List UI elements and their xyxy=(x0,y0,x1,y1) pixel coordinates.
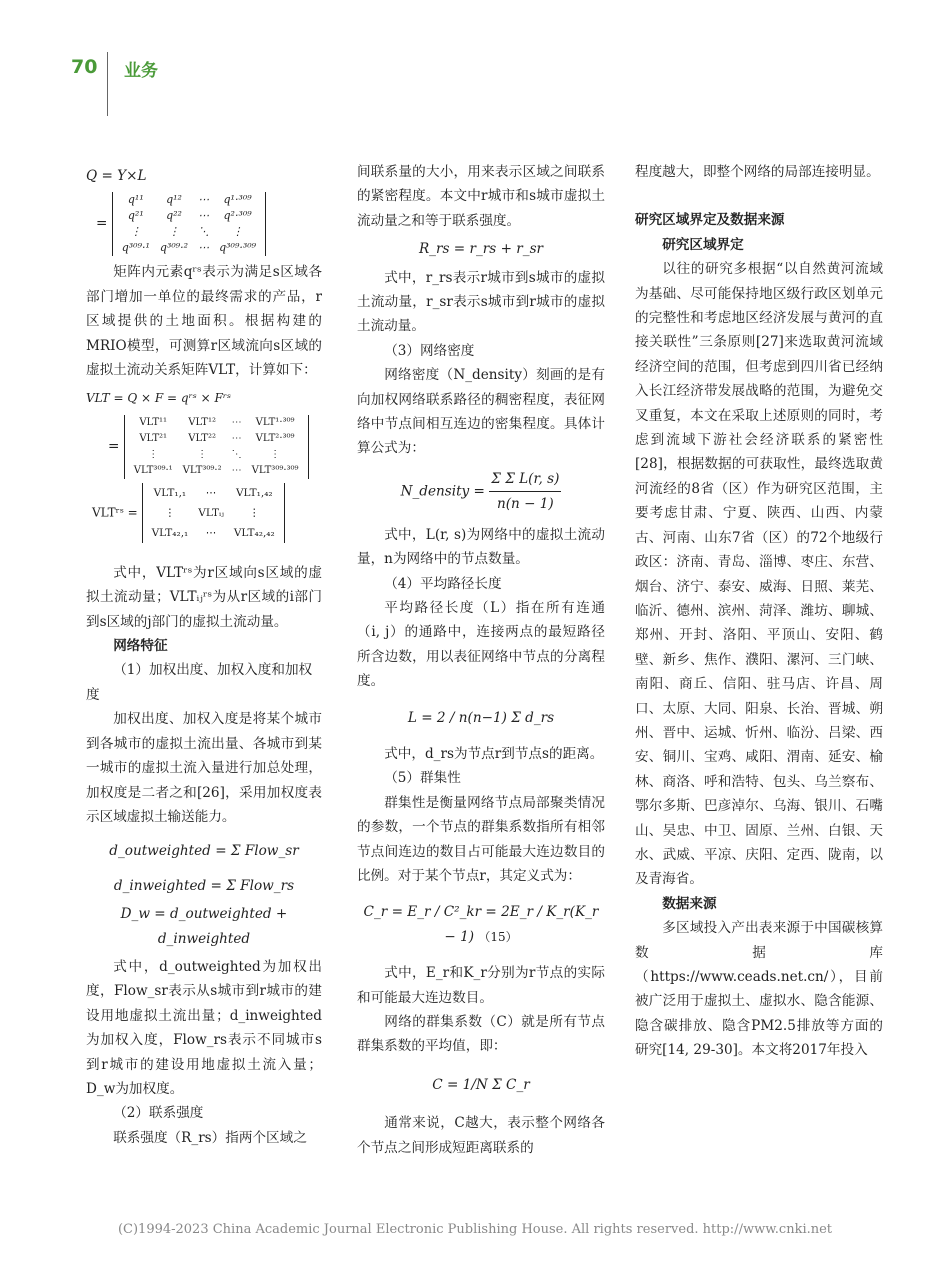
ndensity-lhs: N_density = xyxy=(400,483,485,500)
matrix-cell: VLT²² xyxy=(188,432,216,444)
paragraph: 平均路径长度（L）指在所有连通（i, j）的通路中，连接两点的最短路径所含边数，用以表征网络中节点的分离程度。 xyxy=(357,599,605,690)
vlt-matrix-block: = VLT¹¹ VLT¹² ⋯ VLT¹·³⁰⁹ VLT²¹ VLT²² ⋯ VLT²·³⁰⁹ ⋮ ⋮ ⋱ ⋮ VLT³⁰⁹·¹ VLT³⁰⁹·² ⋯ VLT³⁰⁹·³⁰⁹ xyxy=(86,415,322,479)
subheading-avg-path-length: （4）平均路径长度 xyxy=(384,575,502,592)
equation-outweighted: d_outweighted = Σ Flow_sr xyxy=(109,843,299,860)
matrix-cell: VLT₄₂,₁ xyxy=(151,526,189,539)
paragraph: 矩阵内元素qʳˢ表示为满足s区域各部门增加一单位的最终需求的产品，r区域提供的土地面积。根据构建的MRIO模型，可测算r区域流向s区域的虚拟土流动关系矩阵VLT，计算如下： xyxy=(86,264,322,379)
matrix-cell: ⋱ xyxy=(198,225,210,239)
matrix-cell: ⋮ xyxy=(232,225,244,239)
ndensity-denominator: n(n − 1) xyxy=(496,496,554,513)
matrix-cell: q¹·³⁰⁹ xyxy=(223,193,252,207)
matrix-cell: ⋯ xyxy=(205,526,217,539)
paragraph: 程度越大，即整个网络的局部连接明显。 xyxy=(635,164,880,180)
paragraph: 式中，E_r和K_r分别为r节点的实际和可能最大连边数目。 xyxy=(357,965,605,1006)
paragraph: 式中，d_rs为节点r到节点s的距离。 xyxy=(384,745,604,762)
matrix-cell: q²¹ xyxy=(127,209,144,223)
matrix-cell: q³⁰⁹·¹ xyxy=(121,241,150,255)
heading-study-area: 研究区域界定 xyxy=(662,236,744,253)
matrix-cell: VLT²·³⁰⁹ xyxy=(255,432,295,444)
matrix-cell: q²² xyxy=(166,209,182,223)
matrix-cell: ⋯ xyxy=(231,432,242,444)
column-2 xyxy=(357,160,605,1160)
matrix-cell: VLT²¹ xyxy=(139,432,168,444)
matrix-cell: ⋯ xyxy=(198,193,210,207)
section-title: 业务 xyxy=(124,61,158,81)
matrix-cell: ⋮ xyxy=(197,448,208,460)
matrix-cell: q¹² xyxy=(166,193,182,207)
paragraph: 式中，d_outweighted为加权出度，Flow_sr表示从s城市到r城市的建设用地虚拟土流出量；d_inweighted为加权入度，Flow_rs表示不同城市s到r城市的建设用地虚拟土流入量；D_w为加权度。 xyxy=(86,958,322,1097)
matrix-cell: VLTᵢⱼ xyxy=(198,506,224,519)
equation-inweighted: d_inweighted = Σ Flow_rs xyxy=(113,877,295,894)
matrix-cell: VLT₁,₁ xyxy=(153,486,187,499)
matrix-cell: VLT¹¹ xyxy=(139,416,168,428)
paragraph: 联系强度（R_rs）指两个区域之 xyxy=(113,1129,307,1146)
matrix-cell: ⋱ xyxy=(231,448,242,460)
matrix-cell: ⋯ xyxy=(198,241,210,255)
matrix-cell: VLT₄₂,₄₂ xyxy=(233,526,275,539)
matrix-cell: ⋮ xyxy=(130,225,142,239)
equation-q: Q = Y×L xyxy=(86,168,147,184)
equation-number: （15） xyxy=(478,929,518,944)
heading-network-features: 网络特征 xyxy=(113,638,168,655)
vlt-matrix xyxy=(124,415,309,479)
equation-vlt: VLT = Q × F = qʳˢ × Fʳˢ xyxy=(86,391,231,406)
matrix-cell: ⋯ xyxy=(231,416,242,428)
subheading-weighted-degree: （1）加权出度、加权入度和加权度 xyxy=(86,662,313,703)
paragraph: 加权出度、加权入度是将某个城市到各城市的虚拟土流出量、各城市到某一城市的虚拟土流入量进行加总处理，加权度是二者之和[26]，采用加权度表示区域虚拟土输送能力。 xyxy=(86,711,322,825)
matrix-cell: q³⁰⁹·³⁰⁹ xyxy=(219,241,257,255)
subheading-network-density: （3）网络密度 xyxy=(384,342,475,359)
matrix-cell: VLT¹·³⁰⁹ xyxy=(255,416,295,428)
subheading-clustering: （5）群集性 xyxy=(384,770,461,787)
vlt-rs-label: VLTʳˢ = xyxy=(92,505,138,520)
paragraph: 间联系量的大小，用来表示区域之间联系的紧密程度。本文中r城市和s城市虚拟土流动量之和等于联系强度。 xyxy=(357,164,605,229)
q-matrix xyxy=(112,192,266,256)
ndensity-fraction xyxy=(489,467,561,517)
copyright-footer: (C)1994-2023 China Academic Journal Electronic Publishing House. All rights reserved. http://www.cnki.net xyxy=(117,1222,833,1237)
equation-ndensity xyxy=(357,467,605,517)
matrix-cell: VLT³⁰⁹·¹ xyxy=(133,464,173,476)
matrix-cell: VLT₁,₄₂ xyxy=(235,486,273,499)
vlt-rs-matrix xyxy=(142,483,285,543)
matrix-cell: q²·³⁰⁹ xyxy=(223,209,252,223)
header-divider xyxy=(107,52,108,116)
equation-dw: D_w = d_outweighted + d_inweighted xyxy=(120,906,288,947)
column-3 xyxy=(635,160,883,1063)
matrix-cell: ⋯ xyxy=(198,209,210,223)
matrix-cell: ⋯ xyxy=(205,486,217,499)
matrix-cell: ⋯ xyxy=(231,464,242,476)
ndensity-numerator: Σ Σ L(r, s) xyxy=(489,467,561,492)
matrix-cell: q¹¹ xyxy=(127,193,144,207)
paragraph: 式中，VLTʳˢ为r区域向s区域的虚拟土流动量；VLTᵢⱼʳˢ为从r区域的i部门到s区域的j部门的虚拟土流动量。 xyxy=(86,564,322,630)
matrix-cell: ⋮ xyxy=(270,448,281,460)
equation-c: C = 1/N Σ C_r xyxy=(432,1076,530,1093)
equation-l: L = 2 / n(n−1) Σ d_rs xyxy=(407,709,555,726)
vlt-rs-matrix-block xyxy=(86,483,322,543)
matrix-cell: ⋮ xyxy=(249,506,260,519)
matrix-cell: ⋮ xyxy=(164,506,176,519)
column-1 xyxy=(86,160,322,1150)
matrix-cell: VLT³⁰⁹·² xyxy=(182,464,222,476)
paragraph: 群集性是衡量网络节点局部聚类情况的参数，一个节点的群集系数指所有相邻节点间连边的数目占可能最大连边数目的比例。对于某个节点r，其定义式为： xyxy=(357,794,605,884)
equation-cr xyxy=(357,900,605,949)
heading-study-area-data: 研究区域界定及数据来源 xyxy=(635,212,785,229)
equation-rrs: R_rs = r_rs + r_sr xyxy=(418,241,544,258)
paragraph: 式中，L(r, s)为网络中的虚拟土流动量，n为网络中的节点数量。 xyxy=(357,526,605,568)
paragraph: 通常来说，C越大，表示整个网络各个节点之间形成短距离联系的 xyxy=(357,1115,605,1156)
paragraph: 以往的研究多根据“以自然黄河流域为基础、尽可能保持地区级行政区划单元的完整性和考虑地区经济发展与黄河的直接关联性”三条原则[27]来选取黄河流域经济空间的范围，但考虑到四川省已经纳入长江经济带发展战略的范围，为避免交叉重复，本文在采取上述原则的同时，考虑到流域下游社会经济联系的紧密性[28]，根据数据的可获取性，最终选取黄河流经的8省（区）作为研究区范围，主要考虑甘肃、宁夏、陕西、山西、内蒙古、河南、山东7省（区）的72个地级行政区：济南、青岛、淄博、枣庄、东营、烟台、济宁、泰安、威海、日照、莱芜、临沂、德州、滨州、菏泽、潍坊、聊城、郑州、开封、洛阳、平顶山、安阳、鹤壁、新乡、焦作、濮阳、漯河、三门峡、南阳、商丘、信阳、驻马店、许昌、周口、太原、大同、阳泉、长治、晋城、朔州、晋中、运城、忻州、临汾、吕梁、西安、铜川、宝鸡、咸阳、渭南、延安、榆林、商洛、呼和浩特、包头、乌兰察布、鄂尔多斯、巴彦淖尔、乌海、银川、石嘴山、吴忠、中卫、固原、兰州、白银、天水、武威、平凉、庆阳、定西、陇南，以及青海省。 xyxy=(635,261,883,888)
paragraph: 网络密度（N_density）刻画的是有向加权网络联系路径的稠密程度，表征网络中节点间相互连边的密集程度。具体计算公式为： xyxy=(357,367,605,457)
matrix-cell: ⋮ xyxy=(168,225,180,239)
q-matrix-block: = q¹¹ q¹² ⋯ q¹·³⁰⁹ q²¹ q²² ⋯ q²·³⁰⁹ ⋮ ⋮ ⋱ ⋮ q³⁰⁹·¹ q³⁰⁹·² ⋯ q³⁰⁹·³⁰⁹ xyxy=(86,192,322,256)
subheading-link-strength: （2）联系强度 xyxy=(113,1105,204,1122)
page-number: 70 xyxy=(71,56,98,78)
paragraph: 式中，r_rs表示r城市到s城市的虚拟土流动量，r_sr表示s城市到r城市的虚拟土流动量。 xyxy=(357,269,605,335)
heading-data-source: 数据来源 xyxy=(662,895,717,912)
paragraph: 多区域投入产出表来源于中国碳核算数据库（https://www.ceads.net.cn/），目前被广泛用于虚拟土、虚拟水、隐含能源、隐含碳排放、隐含PM2.5排放等方面的研究[14, 29-30]。本文将2017年投入 xyxy=(635,920,883,1059)
matrix-cell: VLT³⁰⁹·³⁰⁹ xyxy=(251,464,299,476)
matrix-cell: VLT¹² xyxy=(188,416,216,428)
equation-cr-body: C_r = E_r / C²_kr = 2E_r / K_r(K_r − 1) xyxy=(363,904,599,945)
paragraph: 网络的群集系数（C）就是所有节点群集系数的平均值，即： xyxy=(357,1014,605,1055)
matrix-cell: q³⁰⁹·² xyxy=(159,241,189,255)
matrix-cell: ⋮ xyxy=(148,448,159,460)
